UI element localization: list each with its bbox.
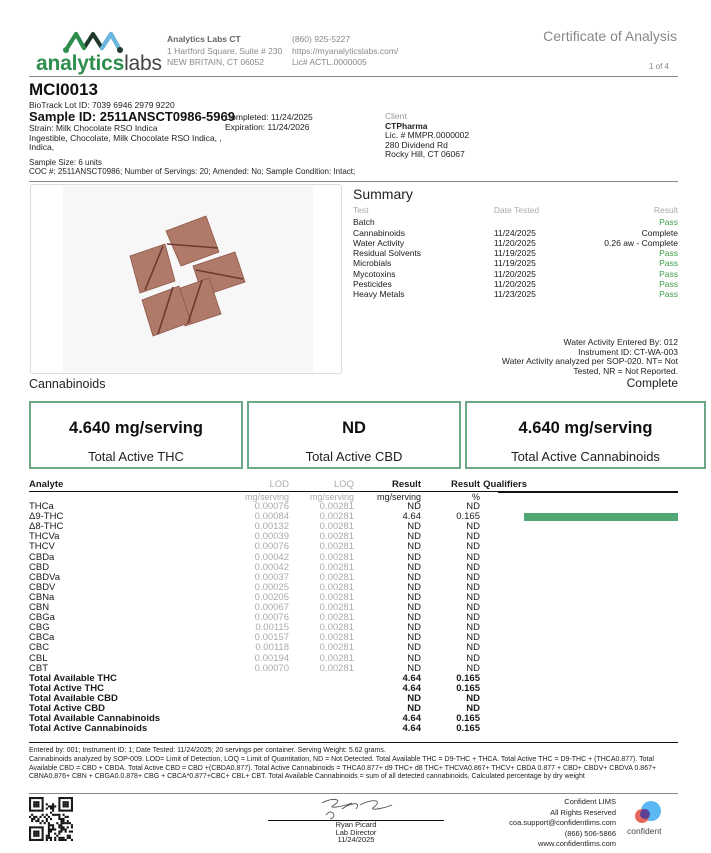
table-bottom-divider [29,742,678,743]
lims-rights: All Rights Reserved [550,807,616,817]
analyte-qualifier [480,542,527,552]
analyte-result-pct: 0.165 [456,511,480,523]
summary-result: Pass [659,268,678,279]
footnote-line2: Cannabinoids analyzed by SOP-009. LOD= Limit of Detection, LOQ = Limit of Quantitation, ND = Not Detected. Total Available THC = D9-THC + THCA. Total Active THC = D9-THC + (THCA0.877). Total Available CBD = CBD + CBDA. Total Active CBD = CBD +(CBDA0.877). Total Active Cannabinoids = THCA0.877+ d9 THC+ d8 THC+ THCVA0.867+ THCV+ CBDA 0.877 + CBD+ CBDV+ CBDVA 0.867+ CBNA0.876+ CBN + CBGA0.0.878+ CBG + CBCA*0.877+CBC+ CBL+ CBT. Total Available Cannabinoids = sum of all detected cannabinoids, Calculated percentage by dry weight [29,755,657,781]
sample-dates [225,112,313,132]
chocolate-piece [166,216,219,266]
analyte-result-pct: ND [466,662,480,674]
empty-cell [289,704,354,714]
analyte-qualifier [480,643,527,653]
analyte-result-mg: ND [407,581,421,593]
client-address-line2: Rocky Hill, CT 06067 [385,149,465,159]
analyte-result-pct: ND [466,652,480,664]
empty-cell [192,674,289,684]
product-photo [63,186,313,372]
total-result-mg: ND [407,702,421,714]
analyte-lod: 0.00067 [254,602,289,614]
summary-result: Complete [641,227,678,238]
total-row [29,724,527,734]
analyte-qualifier [480,583,527,593]
analyte-lod: 0.00118 [255,642,289,654]
cannabinoids-title: Cannabinoids [29,377,106,391]
total-label: Total Active CBD [305,449,403,464]
unit-result-pct: % [471,492,480,502]
signer-name: Ryan Picard [335,820,377,829]
analyte-loq: 0.00281 [319,612,354,624]
client-name: CTPharma [385,120,428,131]
wa-note-line3: Water Activity analyzed per SOP-020. NT= Not [501,356,678,367]
total-analyte-name: Total Active CBD [29,702,106,714]
lims-name: Confident LIMS [564,797,616,806]
qualifier-bar [524,513,678,521]
summary-date: 11/19/2025 [493,258,536,269]
product-code: MCI0013 [29,80,98,99]
analyte-name: CBNa [29,591,55,603]
analyte-result-mg: 4.64 [402,511,421,523]
cannabinoid-analyte-table [29,480,527,734]
header-loq: LOQ [289,480,354,492]
analyte-result-pct: ND [466,602,480,614]
total-result-pct: 0.165 [456,713,480,725]
sample-size: Sample Size: 6 units [29,158,102,167]
signature-image [312,795,402,821]
summary-test: Heavy Metals [353,289,405,300]
chocolate-piece [130,244,175,293]
summary-result: Pass [659,258,678,269]
summary-test: Residual Solvents [353,248,422,259]
analyte-result-mg: ND [407,642,421,654]
summary-title: Summary [353,186,413,202]
summary-row [353,289,678,299]
empty-cell [480,724,527,734]
analyte-lod: 0.00115 [255,622,289,634]
analyte-result-pct: ND [466,571,480,583]
water-activity-note [502,338,678,376]
analyte-name: CBDVa [29,571,60,583]
completed-date: Completed: 11/24/2025 [225,112,313,122]
analyte-qualifier [480,522,527,532]
unit-lod: mg/serving [244,492,289,502]
analyte-result-pct: ND [466,632,480,644]
analyte-loq: 0.00281 [319,652,354,664]
summary-result: Pass [659,248,678,259]
summary-result: Pass [659,289,678,300]
empty-cell [480,684,527,694]
analyte-name: CBL [29,652,48,664]
analyte-lod: 0.00205 [254,591,289,603]
header-divider [29,76,678,77]
lims-website-link[interactable]: www.confidentlims.com [538,839,616,848]
analyte-qualifier [480,593,527,603]
analyte-name: CBT [29,662,48,674]
analyte-lod: 0.00037 [254,571,289,583]
summary-test: Cannabinoids [353,227,405,238]
analyte-header-row [29,480,527,492]
analyte-result-pct: ND [466,551,480,563]
summary-header-test: Test [353,205,369,215]
empty-cell [289,714,354,724]
analyte-lod: 0.00025 [254,581,289,593]
total-analyte-name: Total Active THC [29,682,104,694]
analyte-qualifier [480,654,527,664]
analyte-result-mg: ND [407,652,421,664]
header-analyte: Analyte [29,480,192,492]
summary-header-date: Date Tested [493,205,540,215]
analyte-lod: 0.00076 [254,541,289,553]
summary-row [353,269,678,279]
analytics-labs-logo-text [36,52,162,76]
analyte-name: CBDa [29,551,55,563]
total-result-pct: ND [466,702,480,714]
analyte-result-mg: ND [407,571,421,583]
analyte-result-mg: ND [407,501,421,513]
analyte-result-mg: ND [407,541,421,553]
summary-date: 11/20/2025 [493,237,536,248]
summary-result: 0.26 aw - Complete [604,237,678,248]
analyte-result-mg: ND [407,662,421,674]
empty-cell [289,674,354,684]
analyte-loq: 0.00281 [319,541,354,553]
analyte-result-mg: ND [407,591,421,603]
analyte-result-mg: ND [407,612,421,624]
empty-cell [480,714,527,724]
empty-cell [289,684,354,694]
unit-loq: mg/serving [309,492,354,502]
signer-info [268,821,444,844]
empty-cell [192,694,289,704]
analyte-result-mg: ND [407,561,421,573]
wa-note-line2: Instrument ID: CT-WA-003 [578,346,678,357]
analyte-loq: 0.00281 [319,571,354,583]
empty-cell [480,694,527,704]
empty-cell [289,694,354,704]
empty-cell [289,724,354,734]
category-line2: Indica, [29,142,55,152]
analyte-qualifier [480,623,527,633]
analyte-qualifier [480,633,527,643]
total-result-mg: ND [407,692,421,704]
analyte-name: Δ8-THC [29,521,64,533]
summary-table [353,205,678,300]
total-result-mg: 4.64 [402,723,421,735]
summary-row [353,279,678,289]
footer-divider [29,793,678,794]
total-analyte-name: Total Active Cannabinoids [29,723,148,735]
analyte-lod: 0.00042 [254,551,289,563]
summary-row [353,238,678,248]
analyte-lod: 0.00076 [254,612,289,624]
analyte-lod: 0.00132 [254,521,289,533]
analyte-qualifier [480,553,527,563]
summary-date [448,217,575,227]
analyte-lod: 0.00039 [254,531,289,543]
analyte-loq: 0.00281 [319,581,354,593]
header-qualifiers: Qualifiers [480,480,527,492]
analytics-labs-logo-icon [62,28,124,54]
summary-header-result: Result [653,205,678,215]
analyte-loq: 0.00281 [319,511,354,523]
analyte-loq: 0.00281 [319,662,354,674]
total-analyte-name: Total Available CBD [29,692,118,704]
analyte-result-mg: ND [407,622,421,634]
lab-name: Analytics Labs CT [167,34,241,44]
strain: Strain: Milk Chocolate RSO Indica [29,123,158,133]
lab-website-link[interactable]: https://myanalyticslabs.com/ [292,45,399,56]
document-title: Certificate of Analysis [543,28,677,44]
lab-contact [292,34,398,69]
total-result-pct: ND [466,692,480,704]
analyte-result-mg: ND [407,551,421,563]
footnote [29,747,679,782]
coc-info: COC #: 2511ANSCT0986; Number of Servings: 20; Amended: No; Sample Condition: Intact; [29,167,356,176]
analyte-lod: 0.00076 [254,501,289,513]
summary-row [353,258,678,268]
analyte-qualifier [480,664,527,674]
analyte-lod: 0.00194 [254,652,289,664]
summary-test: Mycotoxins [353,268,396,279]
biotrack-lot-id: BioTrack Lot ID: 7039 6946 2979 9220 [29,100,175,110]
analyte-row [29,643,527,653]
analyte-loq: 0.00281 [319,551,354,563]
analyte-qualifier [480,502,527,512]
analyte-qualifier [480,573,527,583]
analyte-qualifier [480,532,527,542]
analyte-result-pct: ND [466,581,480,593]
empty-cell [192,684,289,694]
total-active-cbd-box [247,401,461,469]
analyte-result-pct: ND [466,501,480,513]
confident-logo-icon [633,800,663,826]
signer-title: Lab Director [335,827,377,837]
summary-row [353,248,678,258]
total-active-cannabinoids-box [465,401,706,469]
summary-date: 11/19/2025 [493,248,536,259]
header-result-pct: Result [421,480,480,492]
client-address-line1: 280 Dividend Rd [385,139,448,150]
lab-address-line2: NEW BRITAIN, CT 06052 [167,57,264,67]
cannabinoids-status: Complete [626,376,678,390]
analyte-result-mg: ND [407,602,421,614]
analyte-name: CBDV [29,581,56,593]
lims-phone: (866) 506-5866 [564,828,616,838]
sample-strain [29,124,229,153]
summary-row [353,228,678,238]
analyte-loq: 0.00281 [319,531,354,543]
analyte-qualifier [480,512,527,522]
analyte-loq: 0.00281 [319,602,354,614]
analyte-result-pct: ND [466,612,480,624]
analyte-loq: 0.00281 [319,591,354,603]
summary-date: 11/20/2025 [493,279,536,290]
logo-word-bold: analytics [36,52,125,75]
analyte-name: CBD [29,561,50,573]
wa-note-line4: Tested, NR = Not Reported. [573,365,678,376]
section-divider [29,181,678,182]
total-value: ND [342,419,366,437]
lab-license: Lic# ACTL.0000005 [292,57,367,67]
chocolate-squares-image [63,186,313,372]
total-result-mg: 4.64 [402,713,421,725]
category-line1: Ingestible, Chocolate, Milk Chocolate RSO Indica, , [29,132,222,143]
lab-address-line1: 1 Hartford Square, Suite # 230 [167,45,283,56]
confident-logo-text: confident [627,826,662,836]
analyte-loq: 0.00281 [319,622,354,634]
analyte-name: THCVa [29,531,60,543]
lab-address [167,34,282,69]
analyte-name: THCa [29,501,54,513]
analyte-result-pct: ND [466,622,480,634]
analyte-name: CBCa [29,632,55,644]
analyte-result-pct: ND [466,561,480,573]
total-result-pct: 0.165 [456,682,480,694]
total-analyte-name: Total Available Cannabinoids [29,713,161,725]
summary-date: 11/20/2025 [493,268,536,279]
unit-qualifiers [480,492,527,503]
empty-cell [192,724,289,734]
total-result-pct: 0.165 [456,672,480,684]
summary-date: 11/23/2025 [493,289,536,300]
unit-result-mg: mg/serving [376,492,421,502]
total-value: 4.640 mg/serving [518,419,653,437]
empty-cell [192,704,289,714]
sample-id: Sample ID: 2511ANSCT0986-5969 [29,109,235,124]
total-active-thc-box [29,401,243,469]
summary-row [353,217,678,227]
summary-header-row [353,205,678,217]
analyte-lod: 0.00157 [254,632,289,644]
analyte-loq: 0.00281 [319,632,354,644]
signature-date: 11/24/2025 [337,835,375,845]
wa-note-line1: Water Activity Entered By: 012 [563,337,678,347]
total-result-mg: 4.64 [402,672,421,684]
analyte-loq: 0.00281 [319,521,354,533]
total-analyte-name: Total Available THC [29,672,117,684]
analyte-name: CBC [29,642,50,654]
summary-result: Pass [659,279,678,290]
analyte-qualifier [480,563,527,573]
total-label: Total Active THC [88,449,184,464]
footnote-line1: Entered by: 001; Instrument ID: 1; Date Tested: 11/24/2025; 20 servings per container. Serving Weight: 5.62 grams. [29,747,386,754]
client-label: Client [385,111,407,121]
logo-word-thin: labs [124,52,162,75]
total-label: Total Active Cannabinoids [511,449,660,464]
lab-phone: (860) 925-5227 [292,34,351,44]
lims-email-link[interactable]: coa.support@confidentlims.com [509,818,616,827]
sample-size-block [29,158,355,176]
analyte-name: Δ9-THC [29,511,64,523]
analyte-result-mg: ND [407,521,421,533]
empty-cell [480,674,527,684]
summary-test: Pesticides [353,279,392,290]
summary-test: Batch [353,217,375,228]
summary-result: Pass [659,217,678,228]
analyte-lod: 0.00084 [254,511,289,523]
qr-code-icon[interactable] [29,797,73,841]
header-lod: LOD [192,480,289,492]
empty-cell [192,714,289,724]
analyte-lod: 0.00070 [254,662,289,674]
analyte-result-mg: ND [407,531,421,543]
page-number: 1 of 4 [648,62,669,71]
expiration-date: Expiration: 11/24/2026 [225,122,310,132]
analyte-lod: 0.00042 [254,561,289,573]
analyte-name: THCV [29,541,55,553]
empty-cell [480,704,527,714]
analyte-result-pct: ND [466,642,480,654]
analyte-qualifier [480,613,527,623]
analyte-name: CBG [29,622,50,634]
client-info [385,112,469,160]
lims-info [509,797,616,850]
total-result-pct: 0.165 [456,723,480,735]
header-result-mg: Result [354,480,421,492]
qualifiers-header-underline [498,491,678,493]
analyte-name: CBGa [29,612,55,624]
analyte-loq: 0.00281 [319,642,354,654]
analyte-loq: 0.00281 [319,501,354,513]
summary-date: 11/24/2025 [493,227,536,238]
analyte-result-pct: ND [466,531,480,543]
analyte-name: CBN [29,602,50,614]
client-license: Lic. # MMPR.0000002 [385,130,470,140]
analyte-result-mg: ND [407,632,421,644]
summary-test: Water Activity [353,237,405,248]
analyte-result-pct: ND [466,541,480,553]
analyte-qualifier [480,603,527,613]
analyte-loq: 0.00281 [319,561,354,573]
summary-test: Microbials [353,258,392,269]
analyte-result-pct: ND [466,521,480,533]
analyte-result-pct: ND [466,591,480,603]
total-value: 4.640 mg/serving [69,419,203,437]
total-result-mg: 4.64 [402,682,421,694]
